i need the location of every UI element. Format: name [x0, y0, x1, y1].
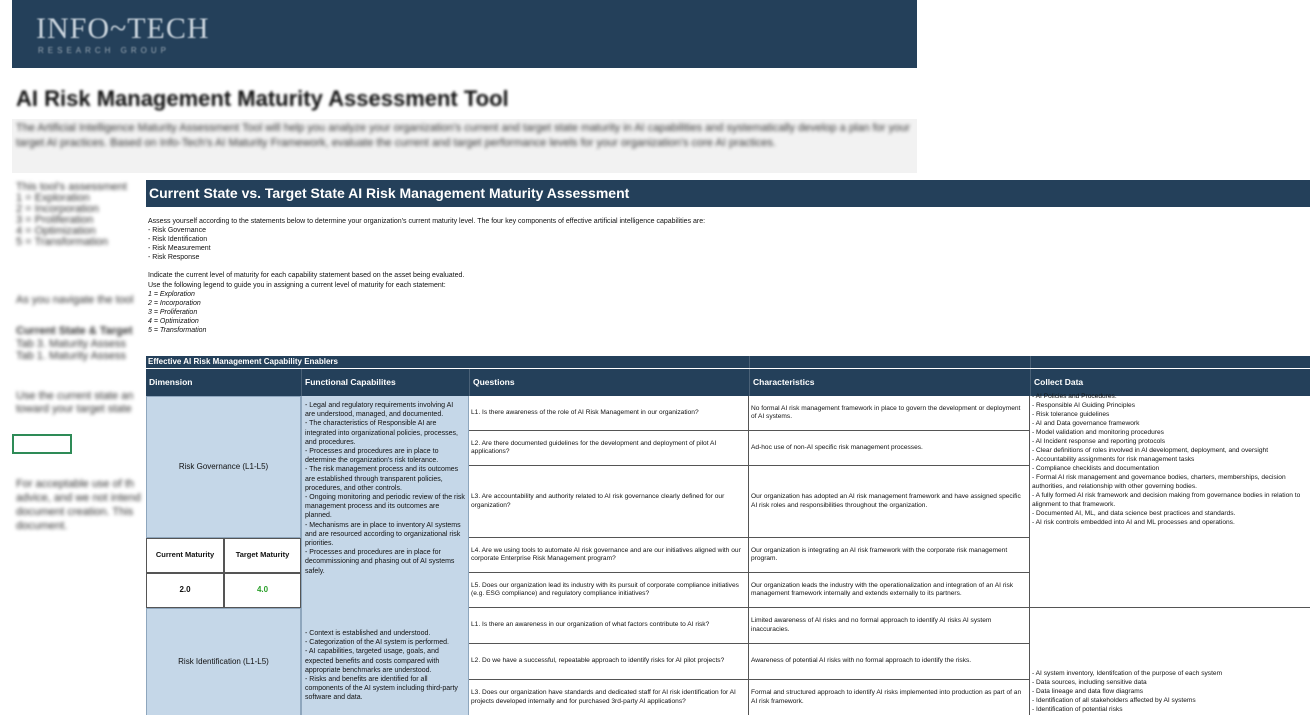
footer-line: document creation. This — [16, 506, 134, 518]
col-header-functional: Functional Capabilites — [301, 369, 469, 396]
selected-cell[interactable] — [12, 434, 72, 454]
tab-line: Tab 3. Maturity Assess — [16, 338, 127, 350]
use-text: Use the current state an — [16, 390, 134, 402]
characteristic-cell: Our organization has adopted an AI risk management framework and have assigned specific AI risk roles and responsibilities throughout the organization. — [749, 466, 1030, 538]
collect-item: - AI Policies and Procedures. — [1032, 393, 1117, 400]
collect-item: - Responsible AI Guiding Principles — [1032, 402, 1135, 409]
characteristic-cell: Our organization leads the industry with the operationalization and integration of an AI risk management framework internally and extends externally to its partners. — [749, 573, 1030, 608]
intro-box — [12, 119, 917, 173]
dimension-risk-governance: Risk Governance (L1-L5) — [146, 396, 301, 538]
instructions-indicate: Indicate the current level of maturity for each capability statement based on the asset being evaluated. — [148, 272, 465, 280]
capability-item: - Legal and regulatory requirements involving AI are understood, managed, and documented. — [305, 402, 454, 419]
characteristic-cell: Our organization is integrating an AI risk framework with the corporate risk management program. — [749, 538, 1030, 573]
level-item: 3 = Proliferation — [16, 215, 94, 226]
collect-data-governance — [1030, 392, 1310, 608]
header-banner — [12, 0, 917, 68]
characteristic-cell: No formal AI risk management framework in place to govern the development or deployment of AI systems. — [749, 396, 1030, 431]
capability-item: - The risk management process and its outcomes are established through transparent policies, procedures, and other controls. — [305, 466, 459, 492]
document-title: AI Risk Management Maturity Assessment Tool — [16, 86, 509, 111]
collect-item: - Accountability assignments for risk management tasks — [1032, 456, 1195, 463]
legend-item: 4 = Optimization — [148, 317, 199, 325]
collect-item: - Risk tolerance guidelines — [1032, 411, 1110, 418]
capability-item: - Categorization of the AI system is performed. — [305, 639, 449, 647]
collect-item: - AI risk controls embedded into AI and ML processes and operations. — [1032, 519, 1235, 526]
target-maturity-label: Target Maturity — [224, 538, 301, 573]
collect-item: - Compliance checklists and documentation — [1032, 465, 1160, 472]
question-cell: L2. Are there documented guidelines for the development and deployment of pilot AI applications? — [469, 431, 749, 466]
question-cell: L4. Are we using tools to automate AI risk governance and are our initiatives aligned with our corporate Enterprise Risk Management program? — [469, 538, 749, 573]
header-blank — [1030, 356, 1310, 368]
footer-line: advice, and we not intend — [16, 492, 141, 504]
enablers-header-row — [146, 356, 1310, 368]
question-cell: L3. Does our organization have standards and dedicated staff for AI risk identification for AI projects developed internally and for purchased 3rd-party AI applications? — [469, 680, 749, 715]
col-header-dimension: Dimension — [149, 377, 193, 387]
characteristic-cell: Ad-hoc use of non-AI specific risk management processes. — [749, 431, 1030, 466]
collect-item: - AI and Data governance framework — [1032, 420, 1140, 427]
assessment-sheet — [146, 180, 1310, 715]
characteristic-cell: Formal and structured approach to identify AI risks implemented into production as part of an AI risk framework. — [749, 680, 1030, 715]
capability-item: - Context is established and understood. — [305, 630, 431, 637]
question-cell: L3. Are accountability and authority related to AI risk governance clearly defined for our organization? — [469, 466, 749, 538]
question-cell: L5. Does our organization lead its industry with its pursuit of corporate compliance initiatives (e.g. ESG compliance) and regulatory compliance initiatives? — [469, 573, 749, 608]
collect-item: - Model validation and monitoring procedures — [1032, 429, 1164, 436]
collect-item: - Clear definitions of roles involved in AI development, deployment, and oversight — [1032, 447, 1269, 454]
levels-list — [16, 182, 146, 248]
footer-line: For acceptable use of th — [16, 478, 135, 490]
tabs-heading: Current State & Target — [16, 325, 133, 337]
legend-item: 5 = Transformation — [148, 327, 207, 335]
col-header-questions: Questions — [469, 369, 749, 396]
tab-line: Tab 1. Maturity Assess — [16, 350, 127, 362]
collect-item: - Formal AI risk management and governance bodies, charters, memberships, decision authorities, and relationship with other governing bodies. — [1032, 474, 1286, 490]
characteristic-cell: Awareness of potential AI risks with no formal approach to identify the risks. — [749, 644, 1030, 680]
component-item: - Risk Response — [148, 254, 200, 262]
capability-item: - Ongoing monitoring and periodic review of the risk management process and its outcomes are planned. — [305, 494, 465, 520]
capability-item: - Processes and procedures are in place to determine the organization's risk tolerance. — [305, 448, 439, 465]
level-item: 5 = Transformation — [16, 237, 109, 248]
target-maturity-value[interactable]: 4.0 — [224, 573, 301, 608]
question-cell: L2. Do we have a successful, repeatable approach to identify risks for AI pilot projects? — [469, 644, 749, 680]
col-header-collect: Collect Data — [1030, 369, 1310, 396]
legend-item: 3 = Proliferation — [148, 308, 198, 316]
capability-item: - AI capabilities, targeted usage, goals, and expected benefits and costs compared with appropriate benchmarks are understood. — [305, 648, 440, 674]
sheet-title: Current State vs. Target State AI Risk Management Maturity Assessment — [146, 180, 1310, 207]
collect-item: - AI system inventory, Identifcation of the purpose of each system — [1032, 670, 1223, 677]
col-header-characteristics: Characteristics — [749, 369, 1030, 396]
company-logo-subtext: RESEARCH GROUP — [38, 46, 171, 55]
collect-item: - Documented AI, ML, and data science best practices and standards. — [1032, 510, 1236, 517]
collect-item: - Data lineage and data flow diagrams — [1032, 688, 1144, 695]
collect-item: - Identification of all stakeholders affected by AI systems — [1032, 697, 1196, 704]
current-maturity-value[interactable]: 2.0 — [146, 573, 224, 608]
functional-capabilities-governance — [301, 396, 469, 608]
functional-capabilities-identification — [301, 608, 469, 715]
collect-item: - Identification of potential risks — [1032, 706, 1123, 713]
enablers-header: Effective AI Risk Management Capability Enablers — [148, 357, 338, 366]
instructions-legend-intro: Use the following legend to guide you in assigning a current level of maturity for each statement: — [148, 281, 446, 289]
header-blank — [749, 356, 1030, 368]
current-maturity-label: Current Maturity — [146, 538, 224, 573]
component-item: - Risk Governance — [148, 227, 206, 235]
collect-item: - Data sources, including sensitive data — [1032, 679, 1147, 686]
use-text: toward your target state — [16, 403, 132, 415]
dimension-risk-identification: Risk Identification (L1-L5) — [146, 608, 301, 715]
level-item: 1 = Exploration — [16, 193, 90, 204]
characteristic-cell: Limited awareness of AI risks and no formal approach to identify AI risks AI system inaccuracies. — [749, 608, 1030, 644]
level-item: 4 = Optimization — [16, 226, 96, 237]
navigate-text: As you navigate the tool — [16, 294, 134, 306]
question-cell: L1. Is there an awareness in our organization of what factors contribute to AI risk? — [469, 608, 749, 644]
collect-item: - A fully formed AI risk framework and decision making from governance bodies in relation to alignment to that framework. — [1032, 492, 1301, 508]
capability-item: - Mechanisms are in place to inventory AI systems and are resourced according to organizational risk priorities. — [305, 521, 461, 548]
capability-item: - The characteristics of Responsible AI are integrated into organizational policies, processes, and procedures. — [305, 420, 458, 446]
capability-item: - Processes and procedures are in place for decommissioning and phasing out of AI systems safely. — [305, 549, 455, 575]
collect-data-identification — [1030, 669, 1310, 715]
capability-item: - Risks and benefits are identified for all components of the AI system including third-party software and data. — [305, 676, 458, 702]
component-item: - Risk Measurement — [148, 245, 211, 253]
instructions — [148, 217, 705, 335]
component-item: - Risk Identification — [148, 236, 208, 244]
footer-line: document. — [16, 520, 68, 532]
company-logo: INFO~TECH — [36, 12, 210, 45]
levels-intro: This tool's assessment — [16, 182, 127, 193]
instructions-lead: Assess yourself according to the statements below to determine your organization's current maturity level. The four key components of effective artificial intelligence capabilities are: — [148, 218, 706, 225]
collect-item: - AI Incident response and reporting protocols — [1032, 438, 1166, 445]
legend-item: 2 = Incorporation — [148, 299, 201, 307]
intro-text: The Artificial Intelligence Maturity Assessment Tool will help you analyze your organization's current and target state maturity in AI capabilities and systematically develop a plan for your target AI practices. Based on Info-Tech's AI Maturity Framework, evaluate the current and target performance levels for your organization's core AI practices. — [16, 122, 910, 149]
question-cell: L1. Is there awareness of the role of AI Risk Management in our organization? — [469, 396, 749, 431]
level-item: 2 = Incorporation — [16, 204, 99, 215]
legend-item: 1 = Exploration — [148, 290, 195, 298]
